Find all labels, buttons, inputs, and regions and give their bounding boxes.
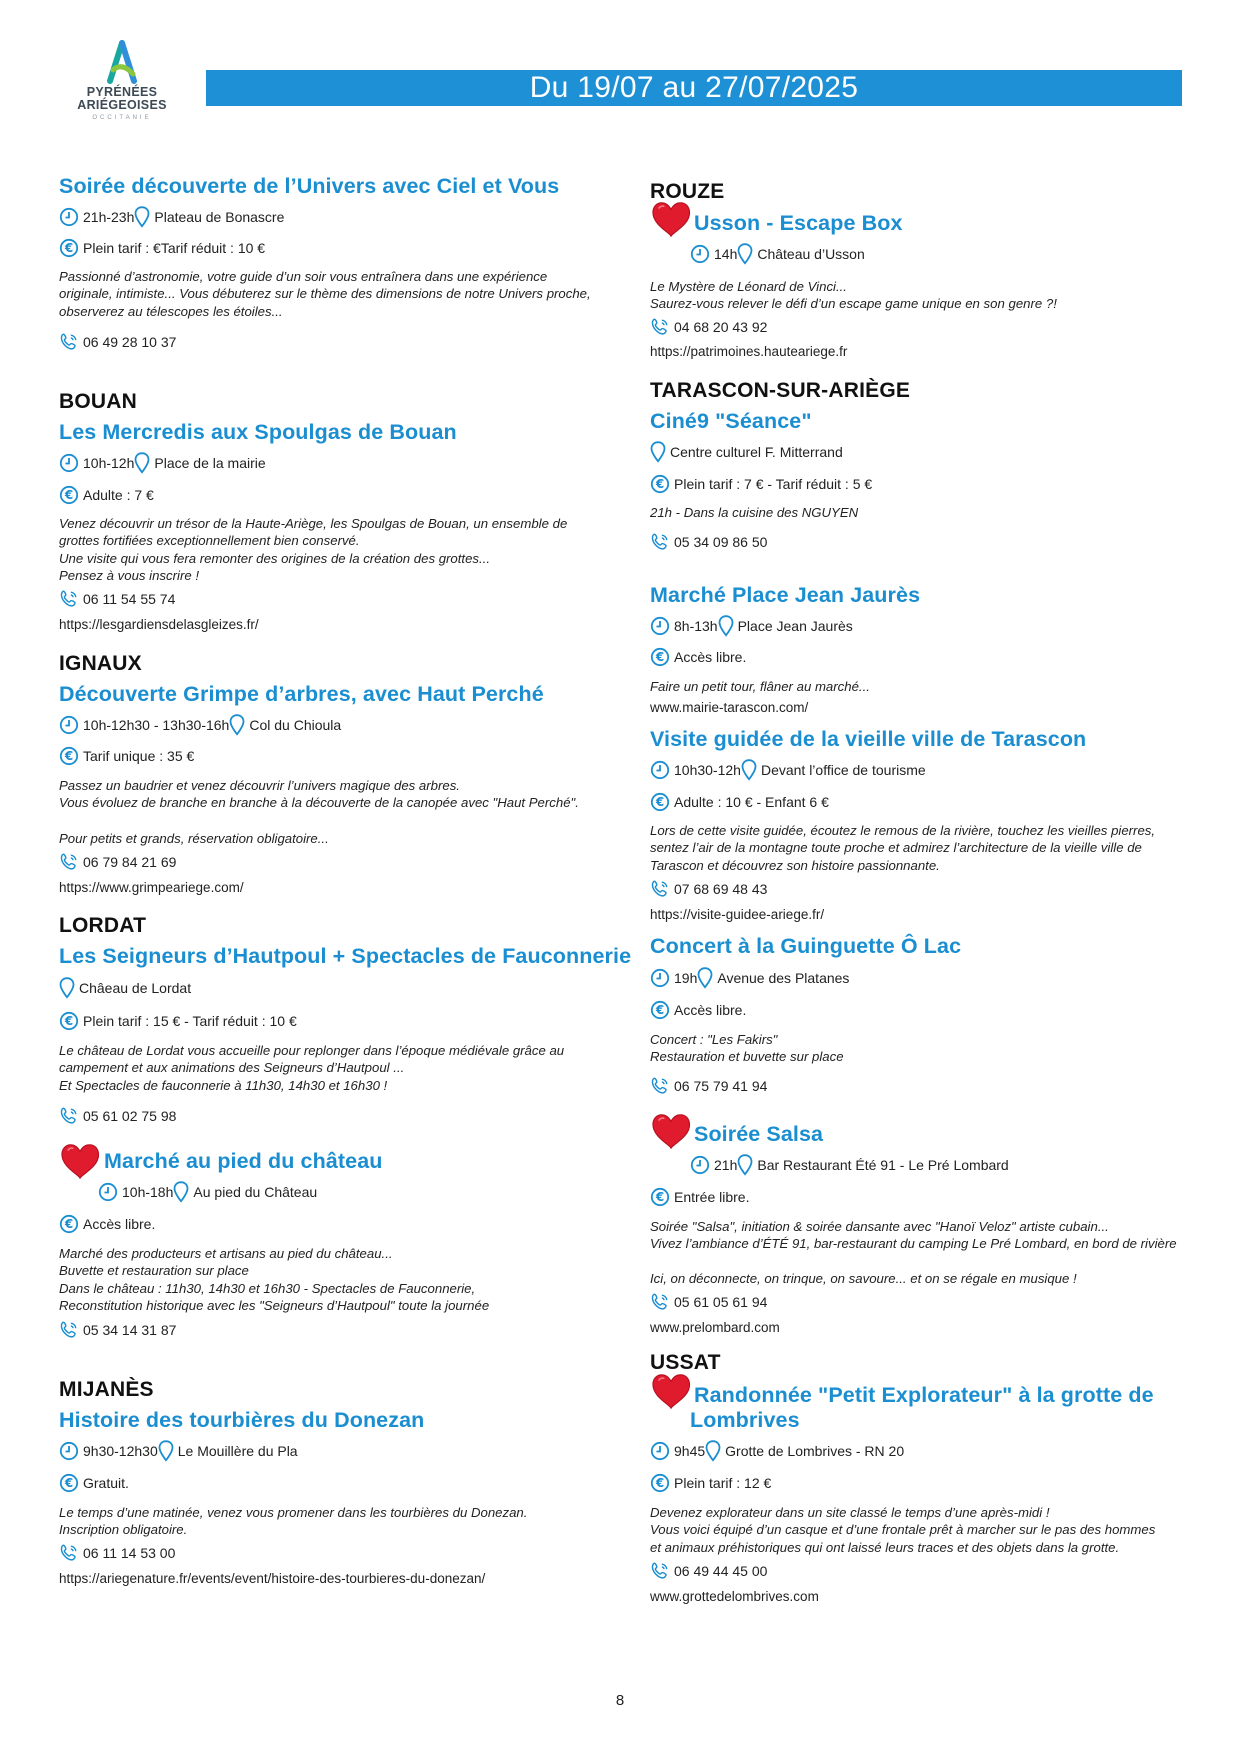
event-description [650, 278, 1230, 313]
location-pin-icon [650, 441, 666, 463]
event-title[interactable]: Soirée découverte de l’Univers avec Ciel et Vous [59, 174, 560, 198]
event-time: 8h-13h [674, 618, 718, 634]
event-website-link[interactable]: https://www.grimpeariege.com/ [59, 880, 244, 895]
logo-mark-icon [104, 40, 140, 86]
event-phone-row [650, 1561, 767, 1581]
event-price-row [59, 746, 194, 766]
heart-icon [650, 200, 692, 243]
event-place: Col du Chioula [249, 717, 342, 733]
euro-icon [59, 1011, 79, 1031]
brand-logo [74, 40, 170, 121]
page-number: 8 [615, 1692, 625, 1709]
event-title[interactable]: Concert à la Guinguette Ô Lac [650, 934, 962, 958]
event-phone[interactable]: 05 61 05 61 94 [674, 1294, 768, 1310]
clock-icon [98, 1182, 118, 1202]
event-time-place [59, 206, 284, 228]
event-phone-row [650, 317, 767, 337]
event-website-link[interactable]: https://patrimoines.hauteariege.fr [650, 344, 848, 359]
phone-icon [59, 1543, 79, 1563]
event-time: 9h45 [674, 1443, 706, 1459]
description-line: Devenez explorateur dans un site classé le temps d’une après-midi ! [650, 1505, 1050, 1520]
event-time: 21h-23h [83, 209, 135, 225]
event-time-place [690, 1154, 1009, 1176]
event-time-place [650, 759, 926, 781]
euro-icon [650, 1187, 670, 1207]
event-phone-row [59, 1320, 176, 1340]
event-place-row [650, 441, 843, 463]
event-price: Accès libre. [674, 1002, 747, 1018]
event-description [650, 1218, 1230, 1253]
event-price: Plein tarif : 7 € - Tarif réduit : 5 € [674, 476, 873, 492]
date-range-banner: Du 19/07 au 27/07/2025 [206, 70, 1182, 106]
event-time-place [98, 1181, 317, 1203]
description-line: et animaux préhistoriques qui ont laissé leurs traces et des objets dans la grotte. [650, 1539, 1120, 1555]
event-phone[interactable]: 06 11 14 53 00 [83, 1545, 176, 1561]
description-line: Marché des producteurs et artisans au pied du château... [59, 1246, 393, 1261]
euro-icon [59, 1473, 79, 1493]
event-price-row [650, 1187, 749, 1207]
event-title[interactable]: Soirée Salsa [694, 1122, 824, 1146]
event-description [59, 1042, 639, 1094]
event-phone-row [59, 1106, 176, 1126]
description-line: Reconstitution historique avec les "Seigneurs d’Hautpoul" toute la journée [59, 1298, 490, 1314]
description-line: Une visite qui vous fera remonter des origines de la création des grottes... [59, 550, 491, 566]
phone-icon [650, 879, 670, 899]
description-line: Soirée "Salsa", initiation & soirée dansante avec "Hanoï Veloz" artiste cubain... [650, 1219, 1109, 1234]
description-line: Saurez-vous relever le défi d’un escape game unique en son genre ?! [650, 296, 1057, 312]
description-line: originale, intimiste... Vous débuterez sur le thème des dimensions de notre Univers proche, [59, 286, 591, 302]
event-description [59, 777, 639, 812]
event-price-row [650, 1473, 771, 1493]
event-time-place [690, 243, 865, 265]
event-place: Bar Restaurant Été 91 - Le Pré Lombard [757, 1157, 1009, 1173]
event-description [59, 515, 639, 585]
event-price: Adulte : 10 € - Enfant 6 € [674, 794, 829, 810]
description-line: Le Mystère de Léonard de Vinci... [650, 279, 847, 294]
description-line: sentez l’air de la montagne toute proche et admirez l’architecture de la vieille ville de [650, 840, 1142, 856]
town-heading: IGNAUX [59, 652, 142, 675]
heart-icon [650, 1112, 692, 1155]
town-heading: USSAT [650, 1351, 721, 1374]
event-phone-row [59, 589, 175, 609]
event-price: Plein tarif : 12 € [674, 1475, 772, 1491]
event-time: 10h-12h [83, 455, 135, 471]
location-pin-icon [173, 1181, 189, 1203]
town-heading: TARASCON-SUR-ARIÈGE [650, 379, 911, 402]
event-website-link[interactable]: https://visite-guidee-ariege.fr/ [650, 907, 825, 922]
event-price-row [59, 1473, 129, 1493]
euro-icon [650, 474, 670, 494]
event-price-row [59, 1011, 297, 1031]
event-price-row [59, 485, 154, 505]
event-price-row [650, 792, 829, 812]
event-time-place [650, 967, 849, 989]
event-phone-row [59, 1543, 175, 1563]
event-time-place [650, 1440, 904, 1462]
event-title[interactable]: Visite guidée de la vieille ville de Tarascon [650, 727, 1087, 751]
description-line: Vous voici équipé d’un casque et d’une frontale prêt à marcher sur le pas des hommes [650, 1522, 1156, 1538]
euro-icon [59, 746, 79, 766]
event-phone-row [59, 332, 176, 352]
clock-icon [650, 616, 670, 636]
event-description [59, 268, 639, 320]
event-phone-row [650, 1292, 767, 1312]
event-price: Plein tarif : €Tarif réduit : 10 € [83, 240, 266, 256]
event-time: 19h [674, 970, 698, 986]
clock-icon [59, 207, 79, 227]
euro-icon [650, 647, 670, 667]
town-heading: BOUAN [59, 390, 137, 413]
event-title[interactable]: Histoire des tourbières du Donezan [59, 1408, 425, 1432]
event-website-link[interactable]: https://lesgardiensdelasgleizes.fr/ [59, 617, 259, 632]
phone-icon [650, 1561, 670, 1581]
location-pin-icon [697, 967, 713, 989]
location-pin-icon [705, 1440, 721, 1462]
event-time: 10h-12h30 - 13h30-16h [83, 717, 230, 733]
description-line: Tarascon et découvrez son histoire passionnante. [650, 857, 940, 873]
euro-icon [650, 792, 670, 812]
event-phone[interactable]: 05 34 14 31 87 [83, 1322, 177, 1338]
event-title[interactable]: Découverte Grimpe d’arbres, avec Haut Perché [59, 682, 544, 706]
description-line: Buvette et restauration sur place [59, 1263, 249, 1279]
event-price-row [59, 238, 265, 258]
phone-icon [59, 589, 79, 609]
location-pin-icon [134, 206, 150, 228]
event-place: Avenue des Platanes [717, 970, 850, 986]
heart-icon [59, 1142, 101, 1185]
event-price-row [650, 1000, 746, 1020]
event-place-row [59, 977, 191, 999]
description-line: Faire un petit tour, flâner au marché... [650, 679, 870, 694]
event-time-place [59, 452, 266, 474]
clock-icon [59, 715, 79, 735]
description-line: campement et aux animations des Seigneurs d’Hautpoul ... [59, 1060, 405, 1076]
event-time-place [59, 1440, 298, 1462]
event-phone-row [650, 879, 767, 899]
phone-icon [650, 1292, 670, 1312]
event-phone[interactable]: 06 79 84 21 69 [83, 854, 177, 870]
event-place: Place de la mairie [154, 455, 266, 471]
euro-icon [650, 1473, 670, 1493]
location-pin-icon [718, 615, 734, 637]
event-website-link[interactable]: www.mairie-tarascon.com/ [650, 700, 809, 715]
event-phone[interactable]: 04 68 20 43 92 [674, 319, 768, 335]
town-heading: MIJANÈS [59, 1378, 154, 1401]
event-price-row [59, 1214, 155, 1234]
description-line: observerez au télescopes les étoiles... [59, 303, 283, 319]
event-time: 9h30-12h30 [83, 1443, 158, 1459]
location-pin-icon [229, 714, 245, 736]
description-line: 21h - Dans la cuisine des NGUYEN [650, 505, 859, 520]
event-phone[interactable]: 05 61 02 75 98 [83, 1108, 177, 1124]
event-price-row [650, 647, 746, 667]
event-place: Devant l’office de tourisme [760, 762, 926, 778]
phone-icon [59, 1106, 79, 1126]
location-pin-icon [158, 1440, 174, 1462]
event-place: Place Jean Jaurès [737, 618, 853, 634]
description-line: Et Spectacles de fauconnerie à 11h30, 14h30 et 16h30 ! [59, 1077, 388, 1093]
description-line: grottes fortifiées exceptionnellement bien conservé. [59, 533, 360, 549]
clock-icon [650, 1441, 670, 1461]
event-time: 14h [714, 246, 738, 262]
location-pin-icon [59, 977, 75, 999]
event-place: Château d’Usson [757, 246, 865, 262]
event-price: Gratuit. [83, 1475, 129, 1491]
event-time-place [650, 615, 853, 637]
event-title[interactable]: Ciné9 "Séance" [650, 409, 812, 433]
clock-icon [650, 760, 670, 780]
location-pin-icon [134, 452, 150, 474]
phone-icon [650, 532, 670, 552]
event-price-row [650, 474, 872, 494]
event-place: Grotte de Lombrives - RN 20 [725, 1443, 905, 1459]
event-description [59, 1504, 639, 1539]
phone-icon [650, 317, 670, 337]
euro-icon [59, 1214, 79, 1234]
clock-icon [650, 968, 670, 988]
event-phone[interactable]: 06 49 44 45 00 [674, 1563, 768, 1579]
town-heading: LORDAT [59, 914, 147, 937]
event-time: 21h [714, 1157, 738, 1173]
event-phone[interactable]: 05 34 09 86 50 [674, 534, 768, 550]
event-title[interactable]: Usson - Escape Box [694, 211, 903, 235]
event-description-extra: Ici, on déconnecte, on trinque, on savoure... et on se régale en musique ! [650, 1271, 1077, 1286]
town-heading: ROUZE [650, 180, 725, 203]
event-description [650, 504, 1230, 521]
event-price: Adulte : 7 € [83, 487, 154, 503]
euro-icon [650, 1000, 670, 1020]
event-title[interactable]: Les Mercredis aux Spoulgas de Bouan [59, 420, 457, 444]
event-title[interactable]: Marché au pied du château [104, 1149, 383, 1173]
event-phone-row [650, 1076, 767, 1096]
event-place: Centre culturel F. Mitterrand [670, 444, 843, 460]
logo-text-line2: ARIÉGEOISES [77, 98, 167, 112]
description-line: Concert : "Les Fakirs" [650, 1032, 778, 1047]
event-price: Entrée libre. [674, 1189, 750, 1205]
event-phone-row [650, 532, 767, 552]
logo-text-line1: PYRÉNÉES [86, 85, 158, 99]
location-pin-icon [741, 759, 757, 781]
event-place: Châeau de Lordat [79, 980, 192, 996]
phone-icon [59, 852, 79, 872]
phone-icon [59, 1320, 79, 1340]
event-price: Plein tarif : 15 € - Tarif réduit : 10 € [83, 1013, 297, 1029]
description-line: Vous évoluez de branche en branche à la découverte de la canopée avec "Haut Perché". [59, 795, 579, 811]
description-line: Pensez à vous inscrire ! [59, 568, 199, 584]
event-place: Plateau de Bonascre [154, 209, 285, 225]
event-price: Accès libre. [674, 649, 747, 665]
event-description [650, 822, 1230, 874]
event-phone[interactable]: 06 49 28 10 37 [83, 334, 177, 350]
logo-text-line3: OCCITANIE [92, 115, 152, 121]
event-description [650, 1504, 1230, 1556]
event-phone-row [59, 852, 176, 872]
event-website-link[interactable]: www.prelombard.com [650, 1320, 780, 1335]
clock-icon [690, 1155, 710, 1175]
event-time-place [59, 714, 341, 736]
event-description-extra: Pour petits et grands, réservation obligatoire... [59, 831, 329, 846]
event-website-link[interactable]: www.grottedelombrives.com [650, 1589, 819, 1604]
location-pin-icon [737, 1154, 753, 1176]
description-line: Passionné d’astronomie, votre guide d’un soir vous entraînera dans une expérience [59, 269, 548, 284]
event-price: Accès libre. [83, 1216, 156, 1232]
event-time: 10h30-12h [674, 762, 741, 778]
event-phone[interactable]: 06 75 79 41 94 [674, 1078, 768, 1094]
description-line: Lors de cette visite guidée, écoutez le remous de la rivière, touchez les vieilles pierres, [650, 823, 1156, 838]
description-line: Le château de Lordat vous accueille pour replonger dans l’époque médiévale grâce au [59, 1043, 565, 1058]
event-description [59, 1245, 639, 1315]
description-line: Inscription obligatoire. [59, 1522, 188, 1538]
heart-icon [650, 1372, 692, 1415]
event-time: 10h-18h [122, 1184, 174, 1200]
event-title[interactable]: Marché Place Jean Jaurès [650, 583, 921, 607]
event-title[interactable]: Randonnée "Petit Explorateur" à la grotte de Lombrives [690, 1383, 1154, 1432]
phone-icon [59, 332, 79, 352]
clock-icon [59, 1441, 79, 1461]
event-phone[interactable]: 06 11 54 55 74 [83, 591, 176, 607]
description-line: Venez découvrir un trésor de la Haute-Ariège, les Spoulgas de Bouan, un ensemble de [59, 516, 568, 531]
euro-icon [59, 485, 79, 505]
phone-icon [650, 1076, 670, 1096]
event-place: Au pied du Château [193, 1184, 318, 1200]
euro-icon [59, 238, 79, 258]
location-pin-icon [737, 243, 753, 265]
clock-icon [690, 244, 710, 264]
clock-icon [59, 453, 79, 473]
event-website-link[interactable]: https://ariegenature.fr/events/event/histoire-des-tourbieres-du-donezan/ [59, 1571, 486, 1586]
description-line: Dans le château : 11h30, 14h30 et 16h30 - Spectacles de Fauconnerie, [59, 1280, 476, 1296]
description-line: Le temps d’une matinée, venez vous promener dans les tourbières du Donezan. [59, 1505, 528, 1520]
event-place: Le Mouillère du Pla [177, 1443, 298, 1459]
description-line: Passez un baudrier et venez découvrir l’univers magique des arbres. [59, 778, 460, 793]
event-phone[interactable]: 07 68 69 48 43 [674, 881, 768, 897]
description-line: Vivez l’ambiance d’ÉTÉ 91, bar-restaurant du camping Le Pré Lombard, en bord de rivière [650, 1236, 1177, 1252]
event-price: Tarif unique : 35 € [83, 748, 195, 764]
event-title[interactable]: Les Seigneurs d’Hautpoul + Spectacles de Fauconnerie [59, 944, 632, 968]
event-description [650, 678, 1230, 695]
description-line: Restauration et buvette sur place [650, 1049, 844, 1065]
event-description [650, 1031, 1230, 1066]
